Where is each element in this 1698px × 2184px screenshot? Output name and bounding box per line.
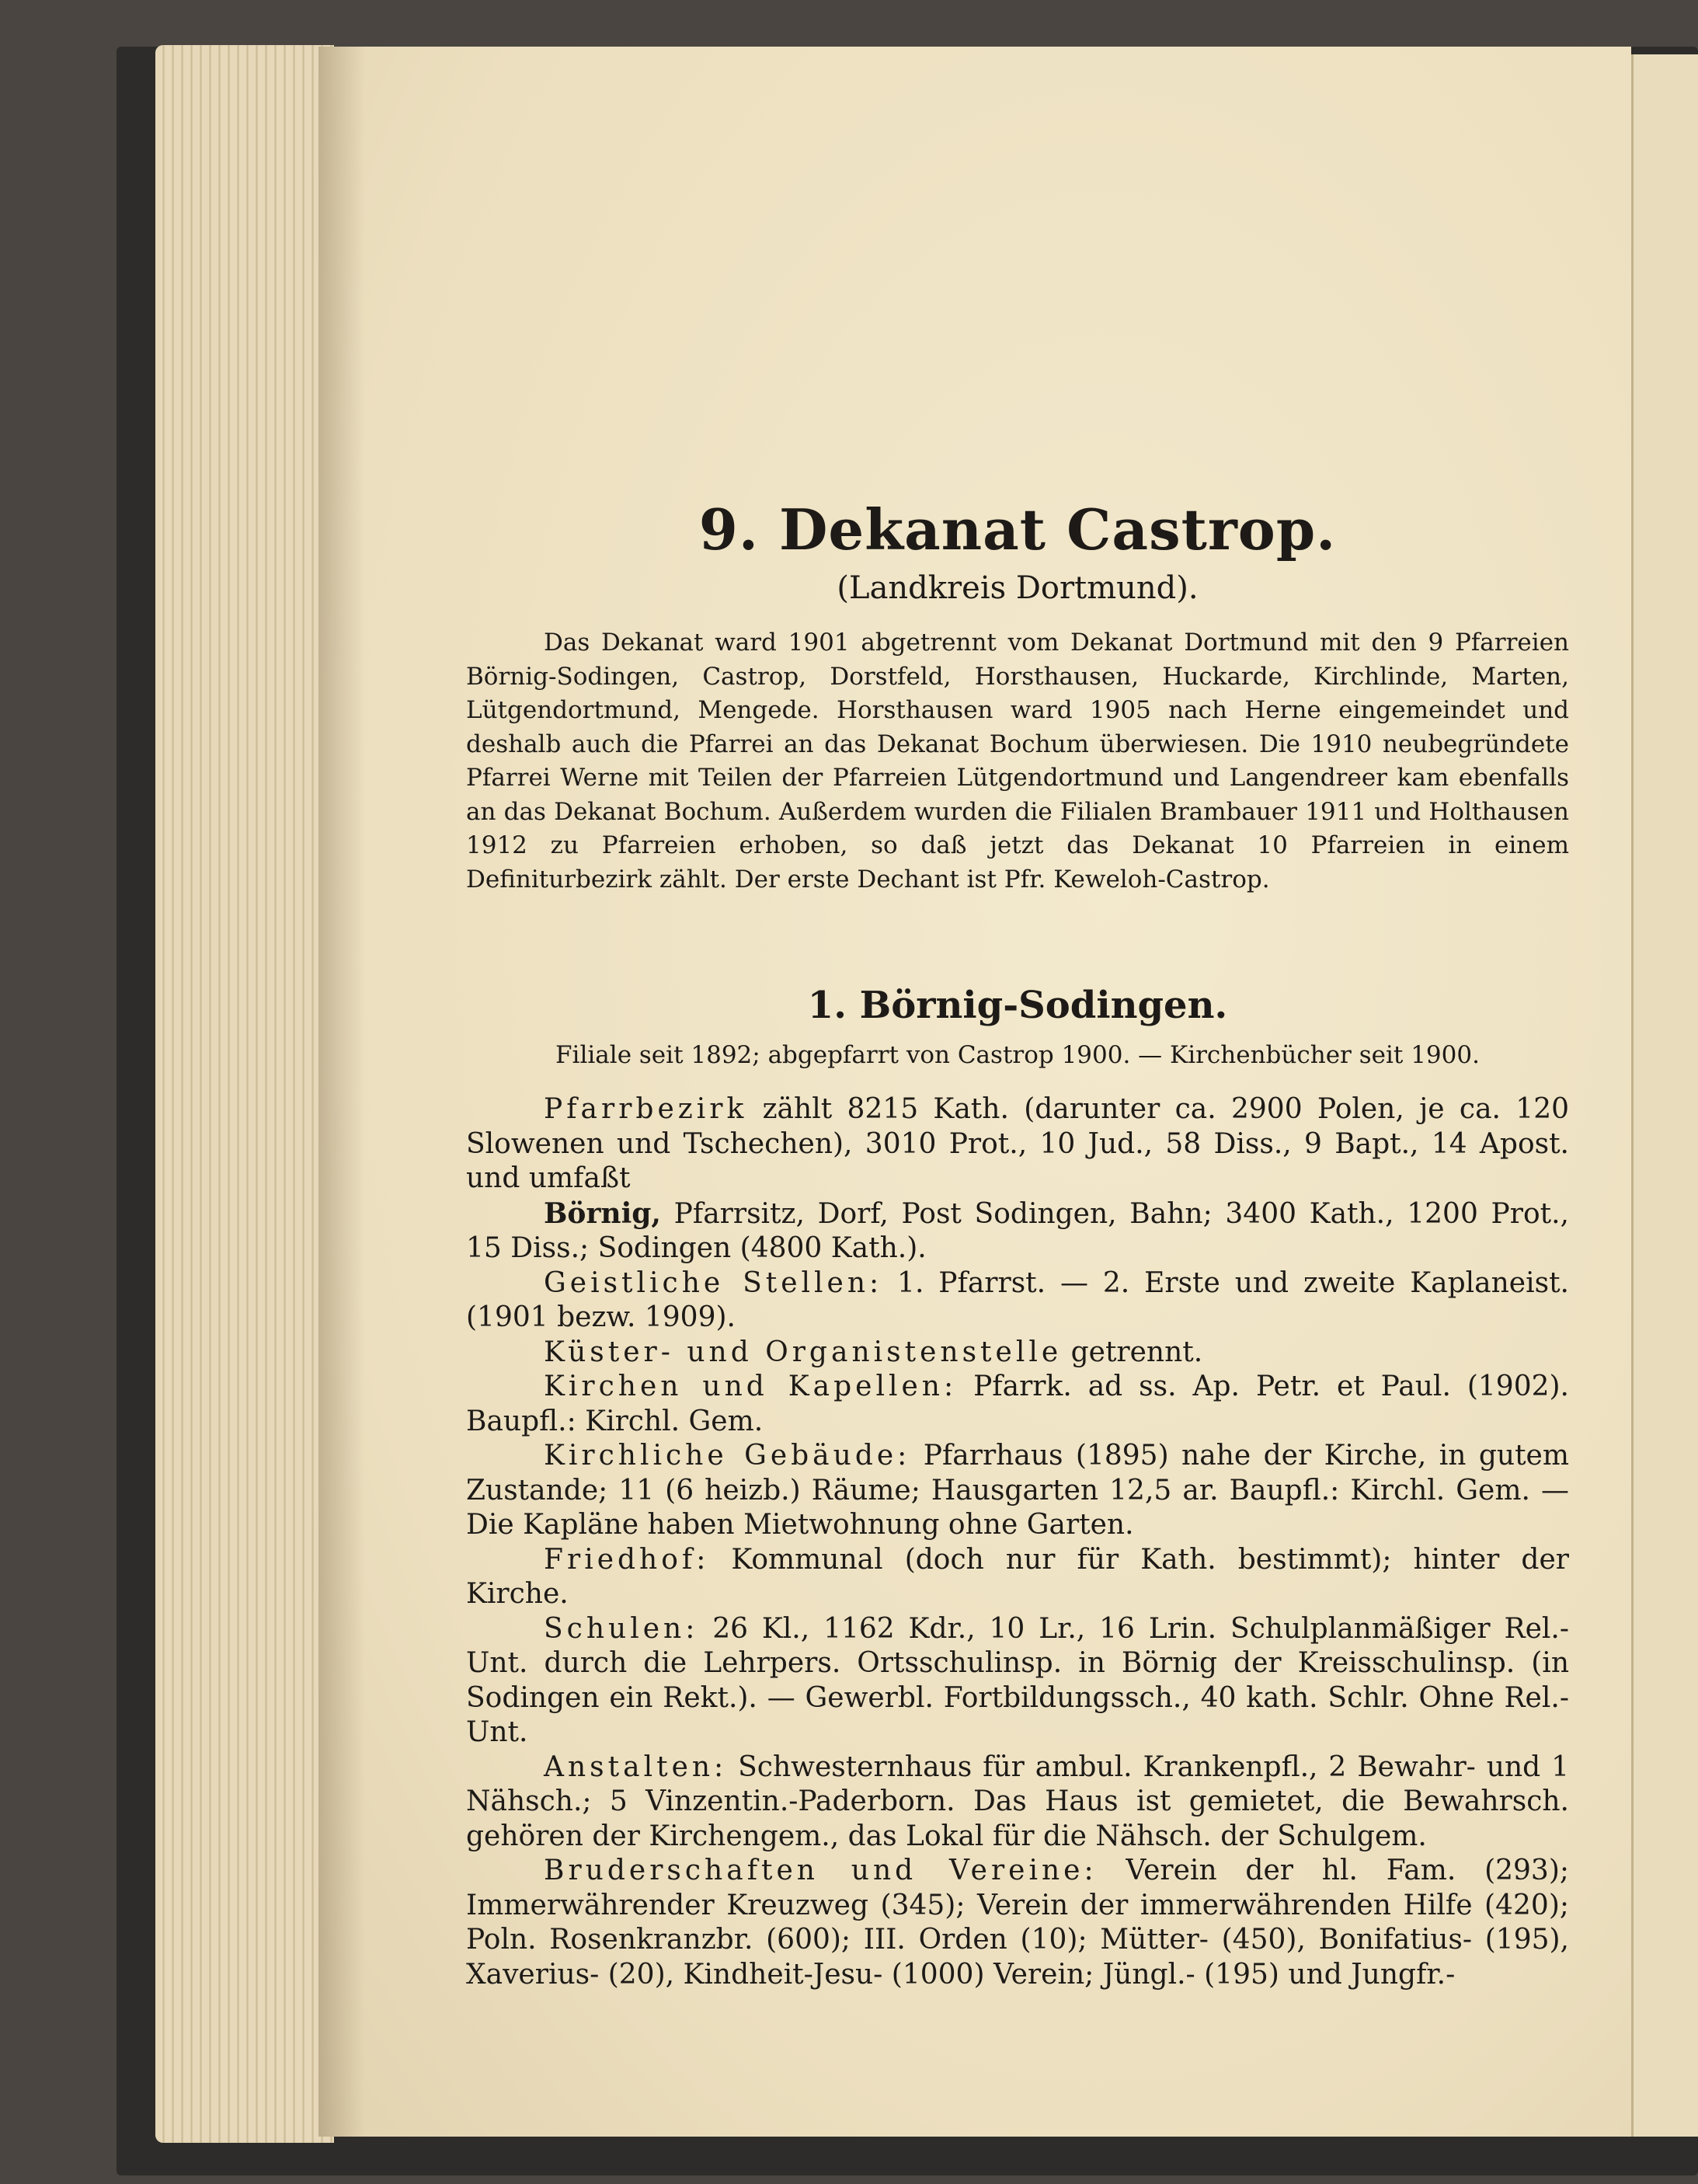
- entry-label: Kirchen und Kapellen:: [544, 1371, 958, 1402]
- entry-text: 26 Kl., 1162 Kdr., 10 Lr., 16 Lrin. Schulplanmäßiger Rel.-Unt. durch die Lehrpers. Ortsschulinsp. in Börnig der Kreisschulinsp. (in Sodingen ein Rekt.). — Gewerbl. Fortbildungssch., 40 kath. Schlr. Ohne Rel.-Unt.: [466, 1612, 1569, 1748]
- page-subtitle: (Landkreis Dortmund).: [837, 570, 1199, 606]
- entry-text: Pfarrsitz, Dorf, Post Sodingen, Bahn; 3400 Kath., 1200 Prot., 15 Diss.; Sodingen (4800 Kath.).: [466, 1197, 1569, 1264]
- page-title: 9. Dekanat Castrop.: [698, 496, 1337, 563]
- entry-schulen: [466, 1612, 1569, 1750]
- entry-text: Kommunal (doch nur für Kath. bestimmt); hinter der Kirche.: [466, 1543, 1569, 1610]
- section-subtitle: Filiale seit 1892; abgepfarrt von Castrop 1900. — Kirchenbücher seit 1900.: [555, 1041, 1480, 1069]
- entry-text: 1. Pfarrst. — 2. Erste und zweite Kaplaneist. (1901 bezw. 1909).: [466, 1266, 1570, 1333]
- entry-label: Geistliche Stellen:: [544, 1266, 883, 1299]
- page-edges: [155, 45, 334, 2143]
- entry-kirchen: [466, 1370, 1569, 1439]
- intro-paragraph: Das Dekanat ward 1901 abgetrennt vom Dekanat Dortmund mit den 9 Pfarreien Börnig-Sodingen, Castrop, Dorstfeld, Horsthausen, Huckarde, Kirchlinde, Marten, Lütgendortmund, Mengede. Horsthausen ward 1905 nach Herne eingemeindet und deshalb auch die Pfarrei an das Dekanat Bochum überwiesen. Die 1910 neubegründete Pfarrei Werne mit Teilen der Pfarreien Lütgendortmund und Langendreer kam ebenfalls an das Dekanat Bochum. Außerdem wurden die Filialen Brambauer 1911 und Holthausen 1912 zu Pfarreien erhoben, so daß jetzt das Dekanat 10 Pfarreien in einem Definiturbezirk zählt. Der erste Dechant ist Pfr. Keweloh-Castrop.: [466, 629, 1569, 893]
- entry-label: Börnig,: [544, 1196, 661, 1230]
- entry-vereine: [466, 1854, 1569, 1992]
- entry-text: Pfarrhaus (1895) nahe der Kirche, in gutem Zustande; 11 (6 heizb.) Räume; Hausgarten 12,5 ar. Baupfl.: Kirchl. Gem. — Die Kapläne haben Mietwohnung ohne Garten.: [466, 1440, 1569, 1541]
- entry-text: Schwesternhaus für ambul. Krankenpfl., 2 Bewahr- und 1 Nähsch.; 5 Vinzentin.-Paderborn. Das Haus ist gemietet, die Bewahrsch. gehören der Kirchengem., das Lokal für die Nähsch. der Schulgem.: [466, 1750, 1569, 1852]
- section-title: 1. Börnig-Sodingen.: [807, 984, 1228, 1027]
- entry-text: zählt 8215 Kath. (darunter ca. 2900 Polen, je ca. 120 Slowenen und Tschechen), 3010 Prot., 10 Jud., 58 Diss., 9 Bapt., 14 Apost. und umfaßt: [466, 1093, 1569, 1194]
- gutter-shadow: [318, 47, 365, 2137]
- entry-text: Verein der hl. Fam. (293); Immerwährender Kreuzweg (345); Verein der immerwährenden Hilfe (420); Poln. Rosenkranzbr. (600); III. Orden (10); Mütter- (450), Bonifatius- (195), Xaverius- (20), Kindheit-Jesu- (1000) Verein; Jüngl.- (195) und Jungfr.-: [466, 1855, 1570, 1991]
- entry-label: Küster- und Organistenstelle: [544, 1336, 1063, 1368]
- entry-anstalten: [466, 1750, 1569, 1855]
- entry-text: getrennt.: [1062, 1336, 1203, 1368]
- entry-label: Kirchliche Gebäude:: [544, 1440, 911, 1472]
- entry-gebaeude: [466, 1439, 1569, 1543]
- entry-label: Pfarrbezirk: [544, 1093, 748, 1125]
- entry-boernig: [466, 1196, 1569, 1266]
- entry-geistliche-stellen: [466, 1266, 1569, 1336]
- entry-pfarrbezirk: [466, 1092, 1569, 1196]
- entry-label: Bruderschaften und Vereine:: [544, 1855, 1098, 1886]
- entry-text: Pfarrk. ad ss. Ap. Petr. et Paul. (1902). Baupfl.: Kirchl. Gem.: [466, 1371, 1569, 1437]
- entry-friedhof: [466, 1543, 1569, 1612]
- entry-kuester: [466, 1336, 1569, 1371]
- entry-label: Anstalten:: [544, 1750, 728, 1783]
- entry-label: Schulen:: [544, 1612, 699, 1645]
- page-content: [466, 497, 1569, 1992]
- entry-label: Friedhof:: [544, 1543, 710, 1576]
- next-page-edge: [1631, 54, 1698, 2137]
